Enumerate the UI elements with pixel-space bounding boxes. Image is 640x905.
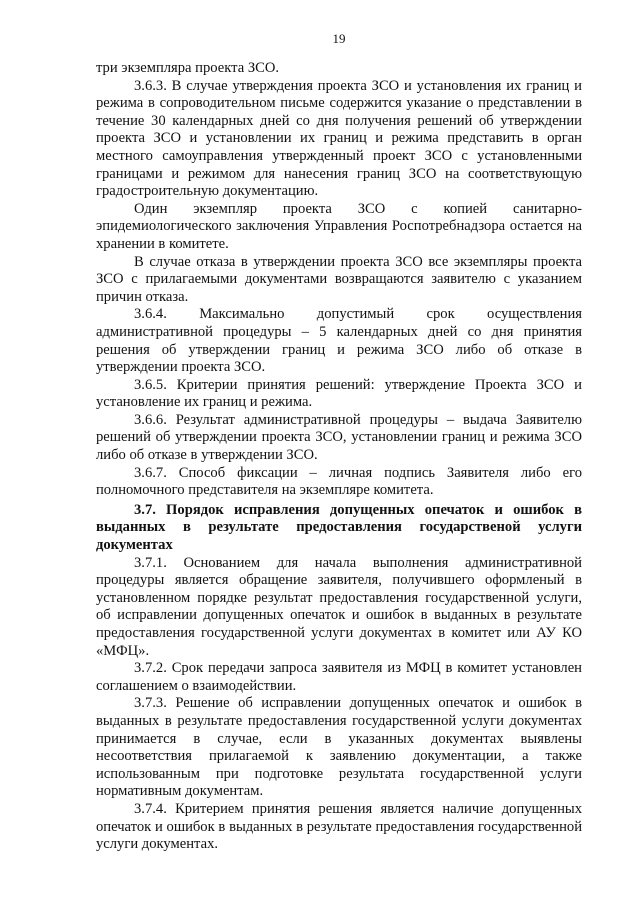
paragraph-3-6-7: 3.6.7. Способ фиксации – личная подпись Заявителя либо его полномочного представителя на экземпляре комитета. — [96, 464, 582, 499]
paragraph-copy-storage: Один экземпляр проекта ЗСО с копией санитарно-эпидемиологического заключения Управления Роспотребнадзора остается на хранении в комитете. — [96, 200, 582, 252]
paragraph-3-6-5: 3.6.5. Критерии принятия решений: утверждение Проекта ЗСО и установление их границ и режима. — [96, 376, 582, 411]
section-heading-3-7: 3.7. Порядок исправления допущенных опечаток и ошибок в выданных в результате предоставления государственой услуги документах — [96, 501, 582, 554]
paragraph-3-7-3: 3.7.3. Решение об исправлении допущенных опечаток и ошибок в выданных в результате предоставления государственной услуги документах принимается в случае, если в указанных документах выявлены несоответствия прилагаемой к заявлению документации, а также использованным при подготовке результата государственной услуги нормативным документам. — [96, 695, 582, 800]
paragraph-3-7-4: 3.7.4. Критерием принятия решения является наличие допущенных опечаток и ошибок в выданных в результате предоставления государственной услуги документах. — [96, 800, 582, 853]
paragraph-3-6-6: 3.6.6. Результат административной процедуры – выдача Заявителю решений об утверждении проекта ЗСО, установлении границ и режима ЗСО либо об отказе в утверждении ЗСО. — [96, 411, 582, 464]
paragraph-refusal: В случае отказа в утверждении проекта ЗСО все экземпляры проекта ЗСО с прилагаемыми документами возвращаются заявителю с указанием причин отказа. — [96, 253, 582, 305]
paragraph-3-6-3: 3.6.3. В случае утверждения проекта ЗСО и установления их границ и режима в сопроводительном письме содержится указание о представлении в течение 30 календарных дней со дня получения решений об утверждении проекта ЗСО и установлении их границ и режима представить в орган местного самоуправления утвержденный проект ЗСО с установленными границами и режимом для нанесения границ ЗСО на соответствующую градостроительную документацию. — [96, 77, 582, 200]
page-number: 19 — [332, 31, 346, 46]
paragraph-3-7-2: 3.7.2. Срок передачи запроса заявителя из МФЦ в комитет установлен соглашением о взаимодействии. — [96, 660, 582, 694]
paragraph-continuation: три экземпляра проекта ЗСО. — [96, 60, 280, 76]
paragraph-3-6-4: 3.6.4. Максимально допустимый срок осуществления административной процедуры – 5 календарных дней со дня принятия решения об утверждении границ и режима ЗСО либо об отказе в утверждении проекта ЗСО. — [96, 306, 582, 376]
paragraph-3-7-1: 3.7.1. Основанием для начала выполнения административной процедуры является обращение заявителя, получившего оформленый в установленном порядке результат предоставления государственной услуги, об исправлении допущенных опечаток и ошибок в выданных в результате предоставления государственной услуги документах в комитет или АУ КО «МФЦ». — [96, 554, 582, 659]
